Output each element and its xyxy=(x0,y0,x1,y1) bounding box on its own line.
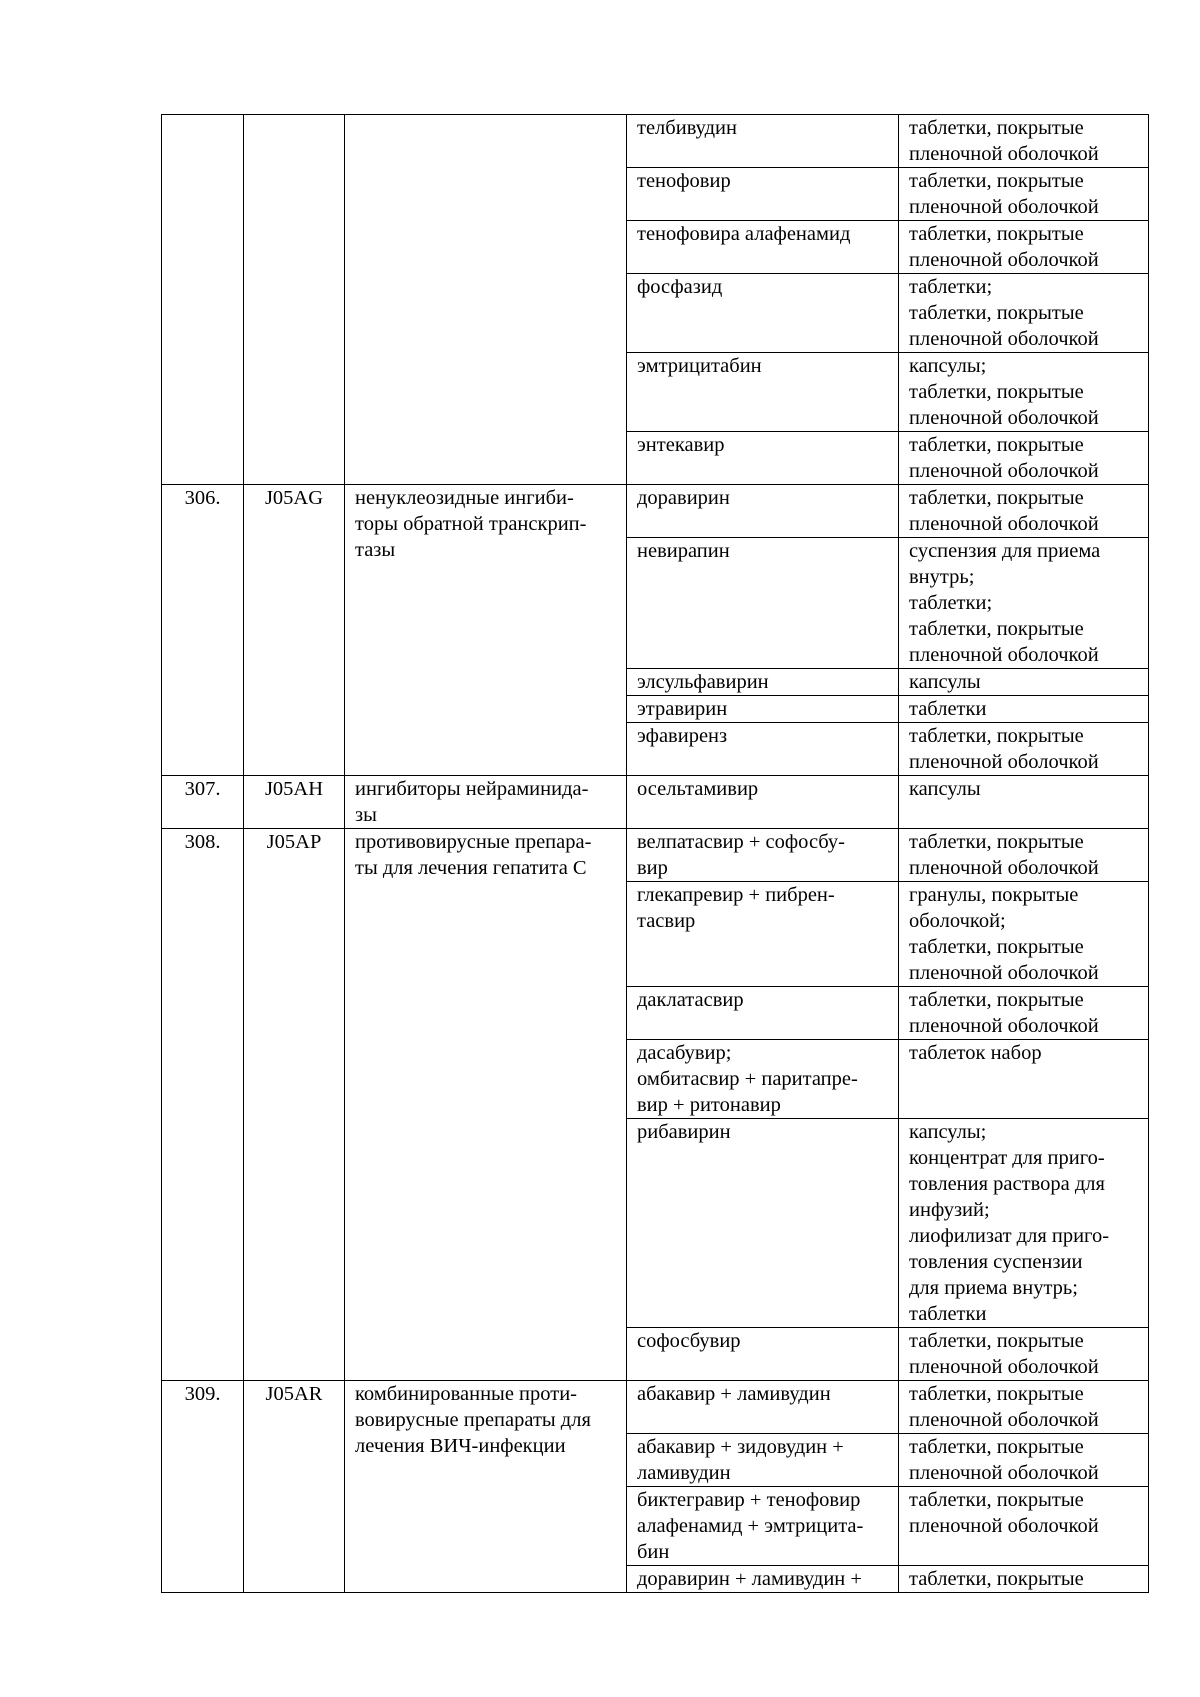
drug-name: софосбувир xyxy=(627,1328,899,1381)
atc-code: J05AR xyxy=(244,1381,345,1593)
pharmacological-group: противовирусные препара- ты для лечения гепатита С xyxy=(345,829,627,1381)
dosage-form: гранулы, покрытые оболочкой; таблетки, покрытые пленочной оболочкой xyxy=(899,882,1149,987)
drug-name: доравирин xyxy=(627,485,899,538)
dosage-form: таблетки, покрытые пленочной оболочкой xyxy=(899,829,1149,882)
drug-name: биктегравир + тенофовир алафенамид + эмтрицита- бин xyxy=(627,1487,899,1566)
dosage-form: таблетки, покрытые пленочной оболочкой xyxy=(899,115,1149,168)
dosage-form: таблетки, покрытые пленочной оболочкой xyxy=(899,1487,1149,1566)
drug-name: энтекавир xyxy=(627,432,899,485)
dosage-form: таблетки, покрытые пленочной оболочкой xyxy=(899,221,1149,274)
dosage-form: капсулы xyxy=(899,669,1149,696)
table-row xyxy=(162,1381,1149,1434)
table-row xyxy=(162,776,1149,829)
drug-name: доравирин + ламивудин + xyxy=(627,1566,899,1593)
dosage-form: таблетки, покрытые пленочной оболочкой xyxy=(899,723,1149,776)
row-number xyxy=(162,115,244,485)
pharmacological-group: ненуклеозидные ингиби- торы обратной транскрип- тазы xyxy=(345,485,627,776)
row-number: 306. xyxy=(162,485,244,776)
dosage-form: таблетки, покрытые пленочной оболочкой xyxy=(899,168,1149,221)
drug-name: даклатасвир xyxy=(627,987,899,1040)
row-number: 307. xyxy=(162,776,244,829)
drug-name: фосфазид xyxy=(627,274,899,353)
drug-table xyxy=(161,114,1149,1593)
drug-name: этравирин xyxy=(627,696,899,723)
drug-name: элсульфавирин xyxy=(627,669,899,696)
drug-name: тенофовир xyxy=(627,168,899,221)
drug-name: абакавир + ламивудин xyxy=(627,1381,899,1434)
atc-code: J05AP xyxy=(244,829,345,1381)
pharmacological-group xyxy=(345,115,627,485)
atc-code: J05AH xyxy=(244,776,345,829)
drug-name: эмтрицитабин xyxy=(627,353,899,432)
dosage-form: таблетки, покрытые пленочной оболочкой xyxy=(899,1434,1149,1487)
table-body xyxy=(162,115,1149,1593)
drug-name: абакавир + зидовудин + ламивудин xyxy=(627,1434,899,1487)
drug-name: глекапревир + пибрен- тасвир xyxy=(627,882,899,987)
drug-name: тенофовира алафенамид xyxy=(627,221,899,274)
dosage-form: таблетки xyxy=(899,696,1149,723)
pharmacological-group: ингибиторы нейраминида- зы xyxy=(345,776,627,829)
dosage-form: таблетки, покрытые пленочной оболочкой xyxy=(899,1381,1149,1434)
drug-name: осельтамивир xyxy=(627,776,899,829)
table-row xyxy=(162,829,1149,882)
dosage-form: капсулы xyxy=(899,776,1149,829)
drug-name: велпатасвир + софосбу- вир xyxy=(627,829,899,882)
dosage-form: капсулы; таблетки, покрытые пленочной оболочкой xyxy=(899,353,1149,432)
atc-code xyxy=(244,115,345,485)
atc-code: J05AG xyxy=(244,485,345,776)
dosage-form: суспензия для приема внутрь; таблетки; таблетки, покрытые пленочной оболочкой xyxy=(899,538,1149,669)
table-row xyxy=(162,115,1149,168)
dosage-form: капсулы; концентрат для приго- товления раствора для инфузий; лиофилизат для приго- товления суспензии для приема внутрь; таблетки xyxy=(899,1119,1149,1328)
dosage-form: таблетки, покрытые пленочной оболочкой xyxy=(899,432,1149,485)
pharmacological-group: комбинированные проти- вовирусные препараты для лечения ВИЧ-инфекции xyxy=(345,1381,627,1593)
row-number: 308. xyxy=(162,829,244,1381)
dosage-form: таблеток набор xyxy=(899,1040,1149,1119)
dosage-form: таблетки, покрытые пленочной оболочкой xyxy=(899,485,1149,538)
drug-name: телбивудин xyxy=(627,115,899,168)
drug-name: дасабувир; омбитасвир + паритапре- вир + ритонавир xyxy=(627,1040,899,1119)
dosage-form: таблетки, покрытые пленочной оболочкой xyxy=(899,1328,1149,1381)
drug-name: эфавиренз xyxy=(627,723,899,776)
dosage-form: таблетки, покрытые xyxy=(899,1566,1149,1593)
dosage-form: таблетки; таблетки, покрытые пленочной оболочкой xyxy=(899,274,1149,353)
table-row xyxy=(162,485,1149,538)
drug-name: рибавирин xyxy=(627,1119,899,1328)
drug-name: невирапин xyxy=(627,538,899,669)
row-number: 309. xyxy=(162,1381,244,1593)
dosage-form: таблетки, покрытые пленочной оболочкой xyxy=(899,987,1149,1040)
